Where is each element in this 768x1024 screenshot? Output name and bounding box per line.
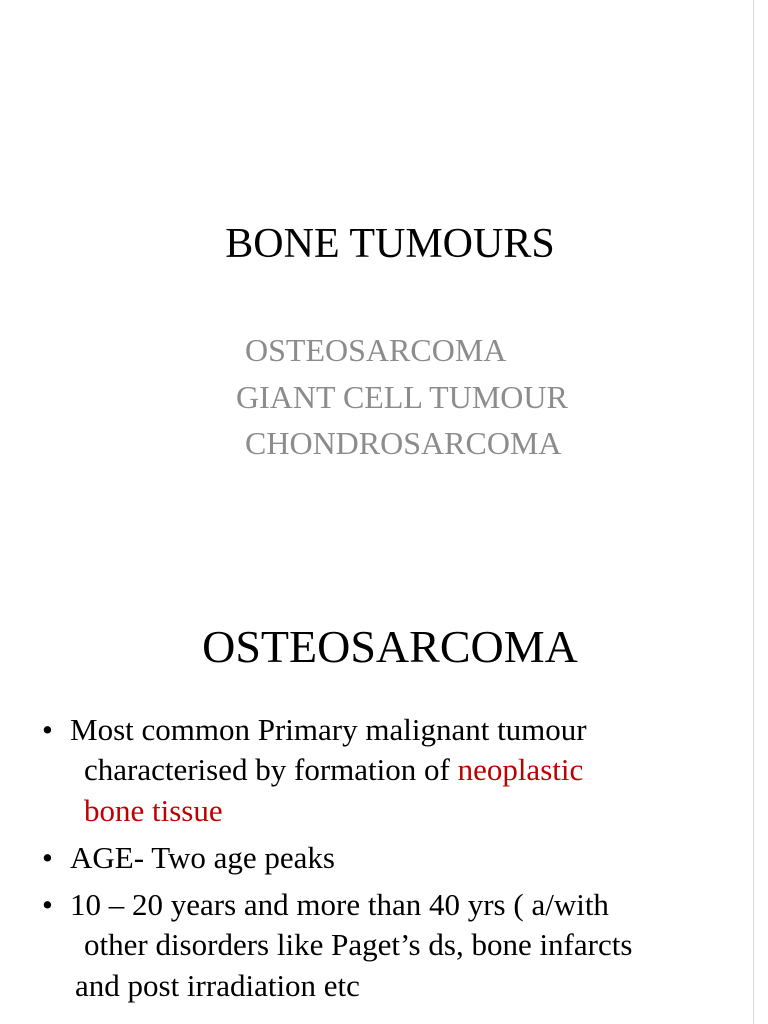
bullet-1-line-2-text: characterised by formation of — [84, 752, 458, 787]
subtitle-giant-cell-tumour: GIANT CELL TUMOUR — [236, 379, 568, 415]
bullet-marker: • — [42, 887, 53, 922]
highlight-bone-tissue: bone tissue — [84, 793, 223, 828]
bullet-3-line-1: 10 – 20 years and more than 40 yrs ( a/with — [70, 887, 609, 922]
bullet-1-line-2 — [84, 750, 583, 790]
bullet-3-line-2: other disorders like Paget’s ds, bone infarcts — [84, 927, 633, 962]
bullet-2-line-1: AGE- Two age peaks — [70, 840, 335, 875]
bullet-3-line-3: and post irradiation etc — [75, 968, 360, 1003]
slide-edge-divider — [753, 0, 754, 1024]
bullet-marker: • — [42, 712, 53, 747]
highlight-neoplastic: neoplastic — [457, 752, 584, 787]
bullet-marker: • — [42, 840, 53, 875]
slide-title-osteosarcoma: OSTEOSARCOMA — [202, 621, 578, 672]
subtitle-chondrosarcoma: CHONDROSARCOMA — [245, 425, 562, 461]
bullet-1-line-1: Most common Primary malignant tumour — [70, 712, 587, 747]
slide-title-bone-tumours: BONE TUMOURS — [225, 221, 555, 267]
subtitle-osteosarcoma: OSTEOSARCOMA — [245, 332, 507, 368]
